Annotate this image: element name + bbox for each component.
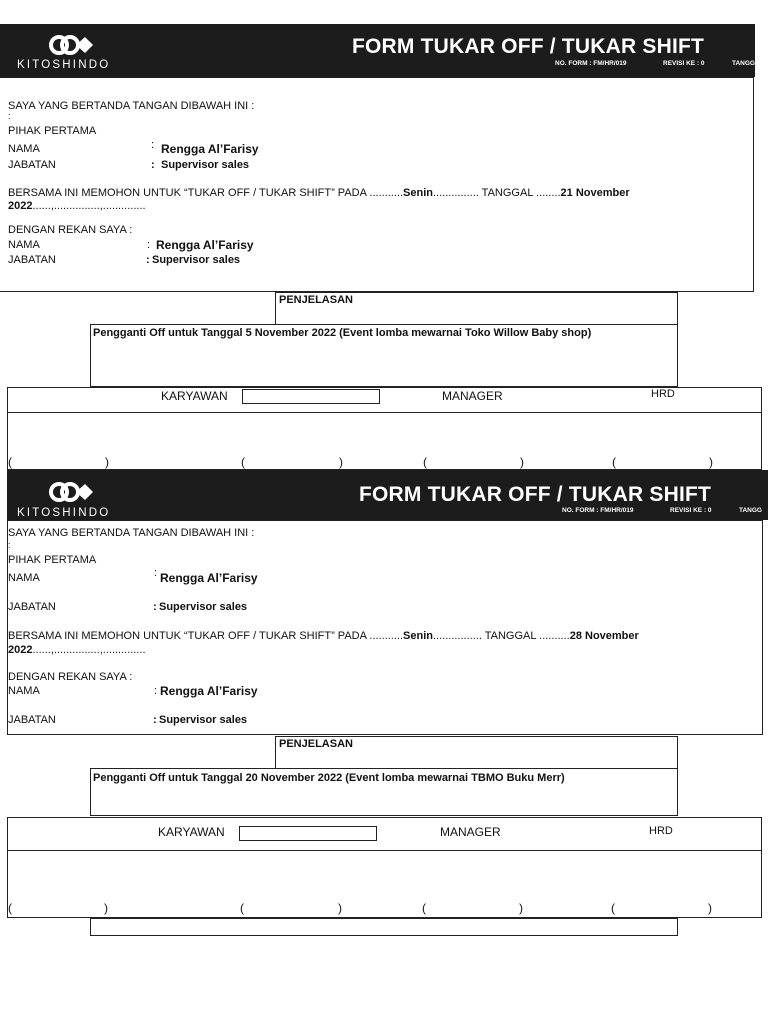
hrd-label: HRD [651,388,675,400]
tanggal-dots: ................ TANGGAL .......... [432,630,570,642]
form-body [7,520,763,735]
rekan-jabatan-colon: : [146,254,150,266]
form-header [0,24,755,77]
karyawan-label: KARYAWAN [158,825,225,839]
form-header [7,470,768,520]
rekan-nama-colon: : [154,685,158,697]
rekan-jabatan-value: Supervisor sales [159,714,248,726]
tanggal-value: 21 November [560,187,630,199]
intro-text: SAYA YANG BERTANDA TANGAN DIBAWAH INI : [8,100,255,112]
hrd-label: HRD [649,825,673,837]
nama-colon: : [154,567,158,579]
signature-paren-open: ( [8,455,12,469]
signature-paren-open: ( [423,455,427,469]
brand-name: KITOSHINDO [17,507,111,519]
tanggal-value: 28 November [569,630,639,642]
rekan-nama-value: Rengga Al’Farisy [156,238,254,252]
rekan-nama-label: NAMA [8,685,40,697]
penjelasan-label: PENJELASAN [279,294,353,306]
signature-paren-open: ( [611,901,615,915]
signature-paren-close: ) [339,455,343,469]
rekan-jabatan-colon: : [153,714,157,726]
karyawan-label: KARYAWAN [161,389,228,403]
year-dots: ......,...............,.............. [32,200,146,212]
signature-paren-open: ( [240,901,244,915]
colon-line: : [8,111,11,121]
penjelasan-text: Pengganti Off untuk Tanggal 20 November 2022 (Event lomba mewarnai TBMO Buku Merr) [93,772,565,784]
signature-paren-close: ) [338,901,342,915]
signature-paren-open: ( [422,901,426,915]
form-title: FORM TUKAR OFF / TUKAR SHIFT [359,483,712,506]
kitoshindo-logo-icon [48,481,94,503]
jabatan-label: JABATAN [8,159,56,171]
form-revision: REVISI KE : 0 [670,507,712,514]
signature-box [7,387,762,470]
bersama-line [8,630,639,642]
signature-paren-close: ) [520,455,524,469]
form-number: NO. FORM : FM/HR/019 [562,507,634,514]
rekan-label: DENGAN REKAN SAYA : [8,224,133,236]
signature-paren-close: ) [105,455,109,469]
empty-footer-box [90,918,678,936]
rekan-nama-colon: : [147,239,151,251]
tanggal-dots: ............... TANGGAL ........ [432,187,561,199]
signature-paren-open: ( [241,455,245,469]
year-value: 2022 [8,644,33,656]
jabatan-value: Supervisor sales [159,601,248,613]
form-date-label: TANGG [732,60,755,67]
bersama-prefix: BERSAMA INI MEMOHON UNTUK “TUKAR OFF / TUKAR SHIFT” PADA ........... [8,187,404,199]
nama-colon: : [151,139,155,151]
form-revision: REVISI KE : 0 [663,60,705,67]
form-date-label: TANGG [739,507,762,514]
colon-line: : [8,540,11,550]
signature-paren-close: ) [104,901,108,915]
signature-divider [7,850,762,851]
year-dots: ......,...............,.............. [32,644,146,656]
karyawan-signature-field[interactable] [242,389,380,404]
nama-value: Rengga Al’Farisy [161,142,259,156]
penjelasan-text: Pengganti Off untuk Tanggal 5 November 2022 (Event lomba mewarnai Toko Willow Baby shop) [93,327,592,339]
nama-label: NAMA [8,572,40,584]
jabatan-colon: : [151,159,155,171]
nama-value: Rengga Al’Farisy [160,571,258,585]
rekan-jabatan-label: JABATAN [8,714,56,726]
manager-label: MANAGER [442,389,503,403]
signature-paren-close: ) [709,455,713,469]
brand-name: KITOSHINDO [17,59,111,71]
rekan-jabatan-value: Supervisor sales [152,254,241,266]
nama-label: NAMA [8,143,40,155]
bersama-line [8,187,630,199]
rekan-nama-value: Rengga Al’Farisy [160,684,258,698]
signature-paren-open: ( [612,455,616,469]
kitoshindo-logo-icon [48,34,94,56]
karyawan-signature-field[interactable] [239,826,377,841]
pihak-pertama-label: PIHAK PERTAMA [8,125,97,137]
rekan-nama-label: NAMA [8,239,40,251]
jabatan-colon: : [153,601,157,613]
year-line [8,644,146,656]
intro-text: SAYA YANG BERTANDA TANGAN DIBAWAH INI : [8,527,255,539]
jabatan-value: Supervisor sales [161,159,250,171]
signature-divider [7,412,762,413]
year-value: 2022 [8,200,33,212]
penjelasan-label: PENJELASAN [279,738,353,750]
hari-value: Senin [403,187,433,199]
form-number: NO. FORM : FM/HR/019 [555,60,627,67]
manager-label: MANAGER [440,825,501,839]
hari-value: Senin [403,630,433,642]
rekan-label: DENGAN REKAN SAYA : [8,671,133,683]
jabatan-label: JABATAN [8,601,56,613]
signature-paren-close: ) [519,901,523,915]
signature-paren-close: ) [708,901,712,915]
form-title: FORM TUKAR OFF / TUKAR SHIFT [352,35,705,58]
year-line [8,200,146,212]
rekan-jabatan-label: JABATAN [8,254,56,266]
signature-paren-open: ( [8,901,12,915]
bersama-prefix: BERSAMA INI MEMOHON UNTUK “TUKAR OFF / TUKAR SHIFT” PADA ........... [8,630,404,642]
pihak-pertama-label: PIHAK PERTAMA [8,554,97,566]
